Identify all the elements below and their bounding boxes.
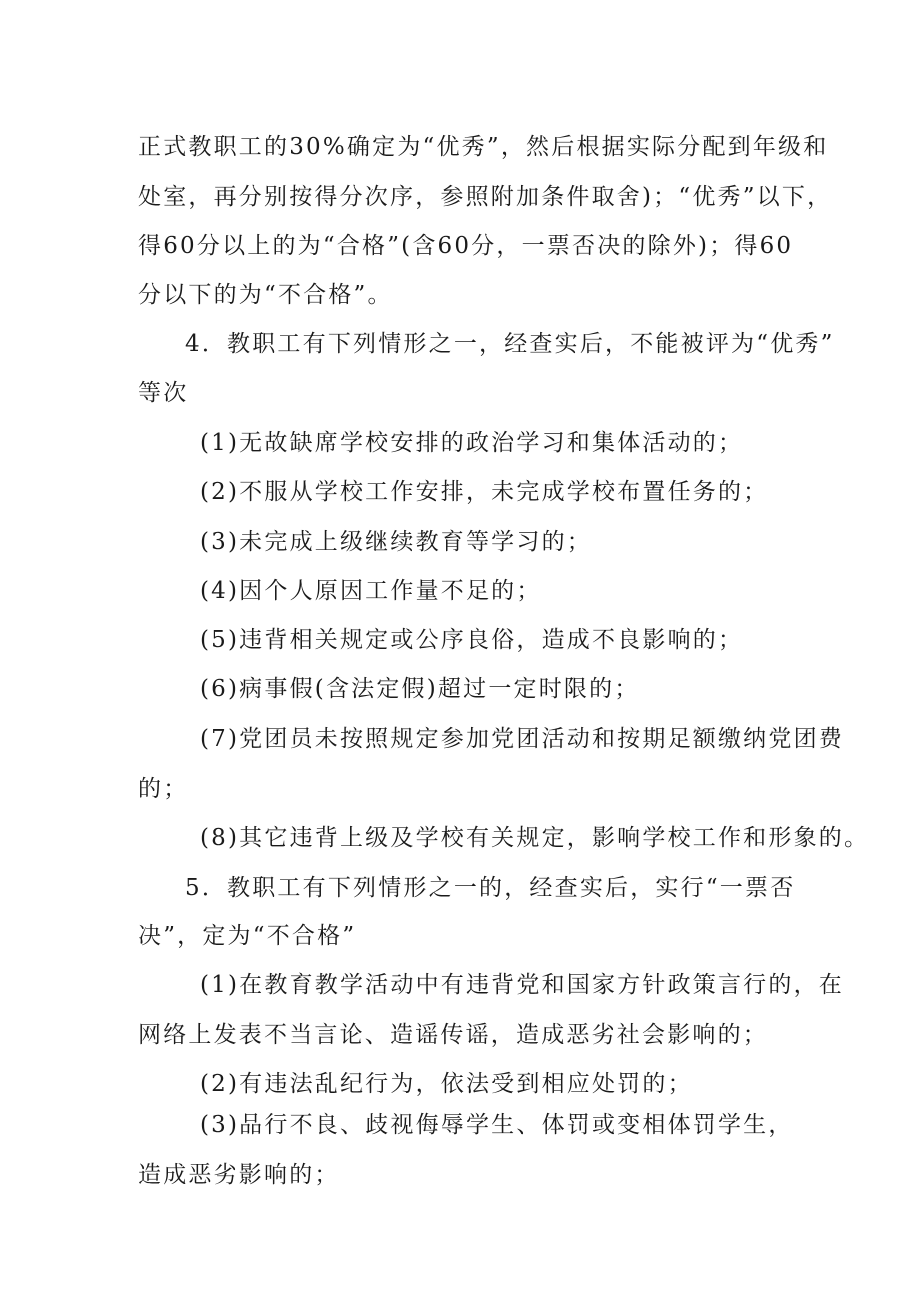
- section4-item-8: (8)其它违背上级及学校有关规定，影响学校工作和形象的。: [200, 825, 870, 851]
- section4-item-2: (2)不服从学校工作安排，未完成学校布置任务的；: [200, 479, 769, 505]
- section5-item-3: (3)品行不良、歧视侮辱学生、体罚或变相体罚学生，: [200, 1112, 794, 1138]
- section5-item-1-continued: 网络上发表不当言论、造谣传谣，造成恶劣社会影响的；: [138, 1022, 768, 1048]
- section5-item-1: (1)在教育教学活动中有违背党和国家方针政策言行的，在: [200, 972, 844, 998]
- section5-item-2: (2)有违法乱纪行为，依法受到相应处罚的；: [200, 1071, 693, 1097]
- section4-item-5: (5)违背相关规定或公序良俗，造成不良影响的；: [200, 627, 744, 653]
- intro-line-2: 处室，再分别按得分次序，参照附加条件取舍)；“优秀”以下，: [138, 184, 833, 210]
- section4-heading-line-2: 等次: [138, 380, 189, 406]
- section4-item-7: (7)党团员未按照规定参加党团活动和按期足额缴纳党团费: [200, 726, 844, 752]
- section5-item-3-continued: 造成恶劣影响的；: [138, 1162, 340, 1188]
- intro-line-3: 得60分以上的为“合格”(含60分，一票否决的除外)；得60: [138, 233, 794, 259]
- intro-line-1: 正式教职工的30%确定为“优秀”，然后根据实际分配到年级和: [138, 134, 829, 160]
- section4-heading-line-1: 4．教职工有下列情形之一，经查实后，不能被评为“优秀”: [185, 331, 835, 357]
- intro-line-4: 分以下的为“不合格”。: [138, 282, 393, 308]
- section4-item-6: (6)病事假(含法定假)超过一定时限的；: [200, 676, 640, 702]
- section4-item-7-continued: 的；: [138, 776, 189, 802]
- section5-heading-line-2: 决”，定为“不合格”: [138, 923, 357, 949]
- section4-item-4: (4)因个人原因工作量不足的；: [200, 578, 542, 604]
- section4-item-3: (3)未完成上级继续教育等学习的；: [200, 529, 592, 555]
- section5-heading-line-1: 5．教职工有下列情形之一的，经查实后，实行“一票否: [185, 875, 796, 901]
- section4-item-1: (1)无故缺席学校安排的政治学习和集体活动的；: [200, 430, 744, 456]
